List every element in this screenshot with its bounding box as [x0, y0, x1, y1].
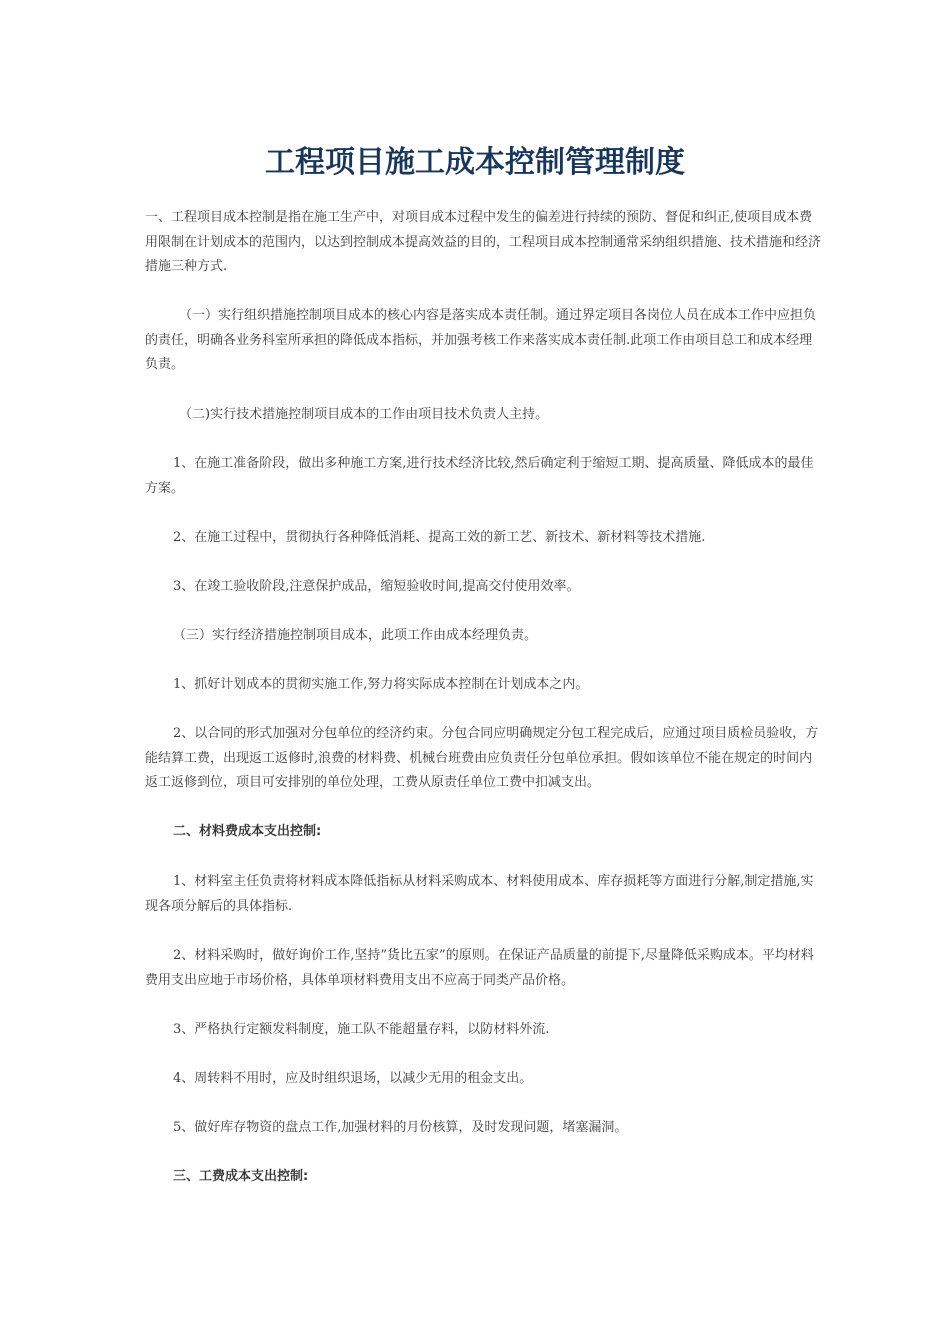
- paragraph-organizational-measures: （一）实行组织措施控制项目成本的核心内容是落实成本责任制。通过界定项目各岗位人员在成本工作中应担负的责任，明确各业务科室所承担的降低成本指标，并加强考核工作来落实成本责任制.此项工作由项目总工和成本经理负责。: [145, 308, 817, 372]
- section-heading-labor-cost: 三、工费成本支出控制:: [173, 1169, 309, 1184]
- paragraph-intro: 一、工程项目成本控制是指在施工生产中，对项目成本过程中发生的偏差进行持续的预防、督促和纠正,使项目成本费用限制在计划成本的范围内，以达到控制成本提高效益的目的，工程项目成本控制通常采纳组织措施、技术措施和经济措施三种方式.: [145, 210, 822, 274]
- paragraph-material-item-1: 1、材料室主任负责将材料成本降低指标从材料采购成本、材料使用成本、库存损耗等方面进行分解,制定措施,实现各项分解后的具体指标.: [145, 874, 814, 914]
- page-title: 工程项目施工成本控制管理制度: [265, 145, 685, 180]
- paragraph-material-item-4: 4、周转料不用时，应及时组织退场，以减少无用的租金支出。: [173, 1071, 533, 1086]
- paragraph-tech-item-1: 1、在施工准备阶段，做出多种施工方案,进行技术经济比较,然后确定利于缩短工期、提高质量、降低成本的最佳方案。: [145, 456, 814, 496]
- paragraph-econ-item-1: 1、抓好计划成本的贯彻实施工作,努力将实际成本控制在计划成本之内。: [173, 677, 589, 692]
- paragraph-material-item-3: 3、严格执行定额发料制度，施工队不能超量存料，以防材料外流.: [173, 1022, 550, 1037]
- paragraph-material-item-2: 2、材料采购时，做好询价工作,坚持”货比五家”的原则。在保证产品质量的前提下,尽量降低采购成本。平均材料费用支出应地于市场价格，具体单项材料费用支出不应高于同类产品价格。: [145, 948, 814, 988]
- paragraph-economic-measures: （三）实行经济措施控制项目成本，此项工作由成本经理负责。: [173, 628, 538, 643]
- section-heading-material-cost: 二、材料费成本支出控制:: [173, 824, 322, 839]
- paragraph-material-item-5: 5、做好库存物资的盘点工作,加强材料的月份核算，及时发现问题，堵塞漏洞。: [173, 1120, 628, 1135]
- paragraph-technical-measures: （二)实行技术措施控制项目成本的工作由项目技术负责人主持。: [179, 407, 549, 422]
- paragraph-econ-item-2: 2、以合同的形式加强对分包单位的经济约束。分包合同应明确规定分包工程完成后，应通过项目质检员验收，方能结算工费，出现返工返修时,浪费的材料费、机械台班费由应负责任分包单位承担。假如该单位不能在规定的时间内返工返修到位，项目可安排别的单位处理，工费从原责任单位工费中扣减支出。: [145, 726, 819, 790]
- paragraph-tech-item-2: 2、在施工过程中，贯彻执行各种降低消耗、提高工效的新工艺、新技术、新材料等技术措施.: [173, 530, 706, 545]
- paragraph-tech-item-3: 3、在竣工验收阶段,注意保护成品，缩短验收时间,提高交付使用效率。: [173, 579, 580, 594]
